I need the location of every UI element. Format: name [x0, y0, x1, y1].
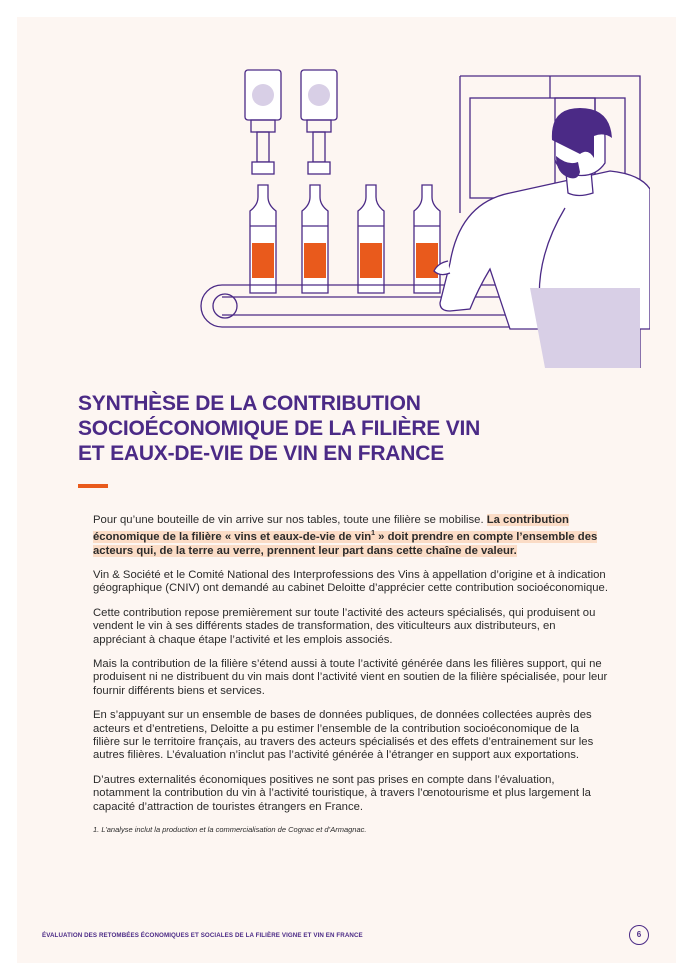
title-line-2: SOCIOÉCONOMIQUE DE LA FILIÈRE VIN	[78, 417, 481, 440]
footnote: 1. L’analyse inclut la production et la commercialisation de Cognac et d’Armagnac.	[93, 825, 367, 835]
title-accent-rule	[78, 484, 108, 488]
wine-bottling-illustration	[170, 48, 650, 368]
paragraph-4: Mais la contribution de la filière s’étend aussi à toute l’activité générée dans les filières support, qui ne produisent ni ne distribuent du vin mais dont l’activité vient en soutien de la filière spécialisée, pour leur fournir différents biens et services.	[93, 658, 608, 697]
highlight-text-a: La contribution économique de la filière « vins et eaux-de-vie de vin	[93, 514, 569, 544]
footer-title: ÉVALUATION DES RETOMBÉES ÉCONOMIQUES ET SOCIALES DE LA FILIÈRE VIGNE ET VIN EN FRANCE	[42, 932, 363, 939]
footnote-ref: 1	[371, 530, 376, 538]
title-line-1: SYNTHÈSE DE LA CONTRIBUTION	[78, 392, 421, 415]
worker-figure	[434, 108, 650, 368]
paragraph-5: En s’appuyant sur un ensemble de bases de données publiques, de données collectées auprès des acteurs et d’entretiens, Deloitte a pu estimer l’ensemble de la contribution socioéconomique de la filière sur le territoire français, au travers des acteurs spécialisés et des effets d’entrainement sur les autres filières. L’évaluation n’inclut pas l’activité générée à l’étranger en support aux exportations.	[93, 709, 594, 762]
paragraph-2: Vin & Société et le Comité National des Interprofessions des Vins à appellation d’origine et à indication géographique (CNIV) ont demandé au cabinet Deloitte d’apprécier cette contribution socioéconomique.	[93, 568, 608, 595]
bottle-3	[358, 185, 384, 293]
paragraph-3: Cette contribution repose premièrement sur toute l’activité des acteurs spécialisés, qui produisent ou vendent le vin à ses différents stades de transformation, des viticulteurs aux distributeurs, en appréciant à chaque étape l’activité et les emplois associés.	[93, 606, 596, 646]
bottle-2	[302, 185, 328, 293]
title-line-3: ET EAUX-DE-VIE DE VIN EN FRANCE	[78, 442, 445, 465]
bottle-4	[414, 185, 440, 293]
page-title	[78, 391, 598, 466]
paragraph-6: D’autres externalités économiques positives ne sont pas prises en compte dans l’évaluation, notamment la contribution du vin à l’activité touristique, à travers l’œnotourisme et plus largement la capacité d’attraction de touristes étrangers en France.	[93, 773, 591, 813]
intro-plain-text: Pour qu’une bouteille de vin arrive sur nos tables, toute une filière se mobilise.	[93, 514, 487, 526]
page-number: 6	[629, 925, 649, 945]
body-text	[93, 514, 608, 846]
highlight-text-b: » doit prendre en compte l’ensemble des acteurs qui, de la terre au verre, prennent leur part dans cette chaîne de valeur.	[93, 531, 598, 557]
bottle-1	[250, 185, 276, 293]
paragraph-intro	[93, 514, 608, 558]
